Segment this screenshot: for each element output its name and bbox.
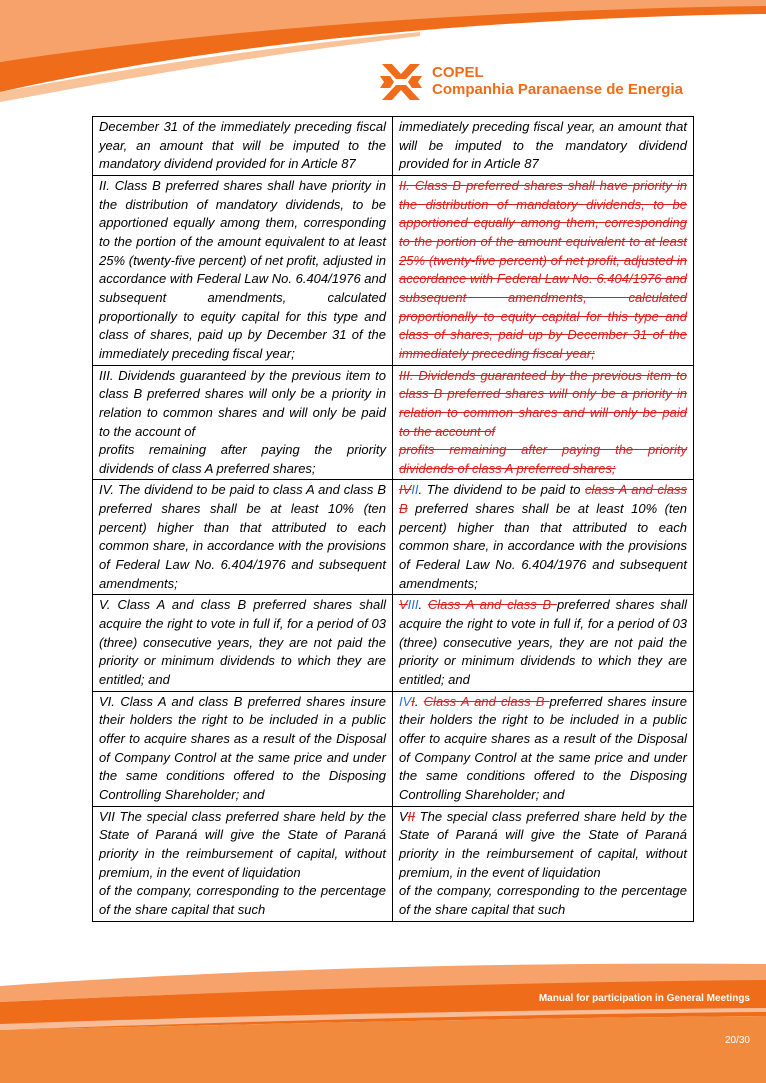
proposed-text-cell — [393, 806, 694, 921]
table-row — [93, 480, 694, 595]
original-text-cell — [93, 691, 393, 806]
proposed-text: . — [418, 597, 428, 613]
inserted-number: III — [407, 597, 419, 613]
original-text: V. Class A and class B preferred shares shall acquire the right to vote in full if, for a period of 03 (three) consecutive years, they are not paid the priority or minimum dividends to which they are entitled; and — [99, 597, 386, 688]
footer-title: Manual for participation in General Meetings — [538, 993, 750, 1004]
inserted-number: IV — [399, 693, 412, 709]
proposed-text-cell — [393, 365, 694, 480]
original-text-cell — [93, 117, 393, 176]
original-text-cell — [93, 175, 393, 365]
original-text: profits remaining after paying the priority dividends of class A preferred shares; — [99, 442, 386, 476]
deleted-number: I — [411, 693, 415, 709]
original-text-cell — [93, 365, 393, 480]
proposed-text-cell — [393, 691, 694, 806]
original-text: VI. Class A and class B preferred shares insure their holders the right to be included in a public offer to acquire shares as a result of the Disposal of Company Control at the same price and under the same conditions offered to the Disposing Controlling Shareholder; and — [99, 693, 386, 802]
proposed-text: . The dividend to be paid to — [418, 482, 585, 498]
deleted-text: Class A and class B — [423, 693, 550, 709]
comparison-table — [92, 116, 694, 922]
original-text-cell — [93, 595, 393, 691]
proposed-text: of the company, corresponding to the percentage of the share capital that such — [399, 883, 687, 917]
deleted-text: profits remaining after paying the priority dividends of class A preferred shares; — [399, 442, 687, 476]
original-text-cell — [93, 806, 393, 921]
table-row — [93, 691, 694, 806]
deleted-number: V — [399, 597, 408, 613]
deleted-text: class A and class B — [399, 482, 688, 517]
original-text: IV. The dividend to be paid to class A and class B preferred shares shall be at least 10% (ten percent) higher than that attributed to each common share, in accordance with the provisions of Federal Law No. 6.404/1976 and subsequent amendments; — [99, 482, 386, 591]
inserted-number: II — [411, 482, 419, 498]
proposed-number: V — [399, 808, 408, 824]
table-row — [93, 117, 694, 176]
original-text: VII The special class preferred share held by the State of Paraná will give the State of Paraná priority in the reimbursement of capital, without premium, in the event of liquidation — [99, 808, 386, 880]
footer-decoration — [0, 958, 766, 1083]
company-full-name: Companhia Paranaense de Energia — [432, 81, 683, 98]
proposed-text: preferred shares insure their holders the right to be included in a public offer to acquire shares as a result of the Disposal of Company Control at the same price and under the same conditions offered to the Disposing Controlling Shareholder; and — [399, 693, 687, 802]
original-text-cell — [93, 480, 393, 595]
company-short-name: COPEL — [432, 64, 484, 81]
table-row — [93, 806, 694, 921]
deleted-text: III. Dividends guaranteed by the previous item to class B preferred shares will only be a priority in relation to common shares and will only be paid to the account of — [399, 367, 687, 439]
original-text: December 31 of the immediately preceding fiscal year, an amount that will be imputed to the mandatory dividend provided for in Article 87 — [99, 119, 386, 172]
deleted-number: IV — [399, 482, 412, 498]
proposed-text-cell — [393, 117, 694, 176]
original-text: II. Class B preferred shares shall have priority in the distribution of mandatory dividends, to be apportioned equally among them, corresponding to the portion of the amount equivalent to at least 25% (twenty-five percent) of net profit, adjusted in accordance with Federal Law No. 6.404/1976 and subsequent amendments, calculated proportionally to equity capital for this type and class of shares, paid up by December 31 of the immediately preceding fiscal year; — [99, 177, 386, 361]
proposed-text-cell — [393, 480, 694, 595]
page-number: 20/30 — [724, 1035, 750, 1046]
table-row — [93, 365, 694, 480]
original-text: of the company, corresponding to the percentage of the share capital that such — [99, 883, 386, 917]
proposed-text: preferred shares shall acquire the right to vote in full if, for a period of 03 (three) consecutive years, they are not paid the priority or minimum dividends to which they are entitled; and — [399, 597, 687, 688]
proposed-text: . — [414, 693, 424, 709]
table-row — [93, 595, 694, 691]
company-logo — [380, 60, 690, 104]
table-row — [93, 175, 694, 365]
proposed-text-cell — [393, 175, 694, 365]
proposed-text: preferred shares shall be at least 10% (ten percent) higher than that attributed to each common share, in accordance with the provisions of Federal Law No. 6.404/1976 and subsequent amendments; — [399, 501, 687, 591]
deleted-number: II — [407, 808, 415, 824]
proposed-text: The special class preferred share held by the State of Paraná will give the State of Paraná priority in the reimbursement of capital, without premium, in the event of liquidation — [399, 808, 687, 880]
deleted-text: II. Class B preferred shares shall have priority in the distribution of mandatory dividends, to be apportioned equally among them, corresponding to the portion of the amount equivalent to at least 25% (twenty-five percent) of net profit, adjusted in accordance with Federal Law No. 6.404/1976 and subsequent amendments, calculated proportionally to equity capital for this type and class of shares, paid up by December 31 of the immediately preceding fiscal year; — [399, 177, 687, 361]
original-text: III. Dividends guaranteed by the previous item to class B preferred shares will only be a priority in relation to common shares and will only be paid to the account of — [99, 367, 386, 439]
proposed-text-cell — [393, 595, 694, 691]
deleted-text: Class A and class B — [427, 597, 557, 613]
copel-logo-icon — [380, 62, 422, 102]
proposed-text: immediately preceding fiscal year, an amount that will be imputed to the mandatory dividend provided for in Article 87 — [399, 119, 687, 172]
